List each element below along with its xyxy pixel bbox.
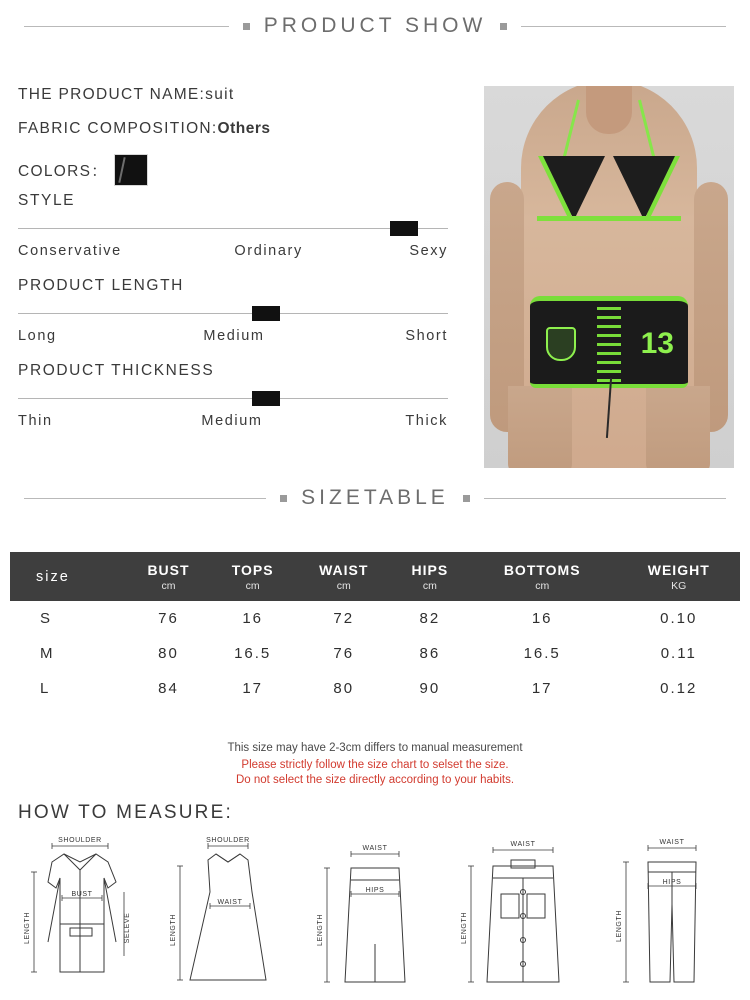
cell-m-bust: 80	[158, 645, 179, 662]
col-header-bottoms: BOTTOMS	[467, 552, 618, 579]
length-option-short: Short	[405, 328, 448, 344]
label-hips: HIPS	[662, 879, 682, 886]
figure-long-skirt	[307, 832, 443, 992]
label-sleeve: SELEVE	[124, 912, 131, 944]
thickness-scale-labels	[18, 413, 448, 429]
cell-l-waist: 80	[333, 680, 355, 697]
table-row	[10, 671, 740, 706]
length-scale-title: PRODUCT LENGTH	[18, 277, 184, 294]
figure-dress	[160, 832, 296, 992]
measure-figures	[12, 832, 738, 992]
col-header-weight: WEIGHT	[618, 552, 740, 579]
label-length: LENGTH	[24, 912, 31, 944]
length-scale-labels	[18, 328, 448, 344]
row-size-m: M	[40, 645, 54, 662]
chest-band	[537, 216, 681, 221]
size-table	[10, 552, 740, 706]
sizetable-header	[0, 486, 750, 510]
label-length: LENGTH	[169, 914, 177, 946]
cell-m-weight: 0.11	[660, 645, 697, 662]
label-waist: WAIST	[659, 839, 685, 846]
note-manual-measurement: This size may have 2-3cm differs to manual measurement	[227, 742, 523, 754]
cell-l-tops: 17	[242, 680, 264, 697]
label-waist: WAIST	[217, 899, 242, 906]
figure-shirt	[12, 832, 148, 992]
fabric-value: Others	[217, 120, 271, 137]
mannequin-neck	[586, 86, 632, 134]
thickness-option-thick: Thick	[405, 413, 448, 429]
thickness-scale	[18, 362, 458, 429]
style-scale	[18, 192, 458, 259]
fabric-label: FABRIC COMPOSITION:	[18, 120, 218, 137]
col-header-bust: BUST	[126, 552, 210, 579]
style-scale-labels	[18, 243, 448, 259]
style-option-sexy: Sexy	[409, 243, 448, 259]
mannequin-left-leg	[508, 386, 572, 468]
table-row	[10, 636, 740, 671]
product-show-header	[0, 14, 750, 38]
cell-s-bottoms: 16	[531, 610, 553, 627]
crest-badge-icon	[546, 327, 576, 361]
label-length: LENGTH	[317, 914, 324, 946]
cell-s-bust: 76	[158, 610, 179, 627]
product-show-title: PRODUCT SHOW	[263, 14, 487, 37]
label-hips: HIPS	[365, 887, 385, 894]
figure-pants	[602, 832, 738, 992]
col-header-waist: WAIST	[295, 552, 393, 579]
color-swatch-black[interactable]	[114, 154, 148, 186]
bikini-top	[543, 148, 675, 224]
table-header-row-main	[10, 552, 740, 579]
row-size-s: S	[40, 610, 52, 627]
square-bullet-left-2-icon	[280, 495, 287, 502]
thickness-option-thin: Thin	[18, 413, 53, 429]
cell-s-waist: 72	[333, 610, 355, 627]
square-bullet-right-icon	[500, 23, 507, 30]
colors-row	[18, 154, 458, 186]
size-table-head	[10, 552, 740, 601]
square-bullet-left-icon	[243, 23, 250, 30]
cell-m-hips: 86	[419, 645, 441, 662]
divider-left	[24, 26, 229, 27]
cell-l-bottoms: 17	[531, 680, 553, 697]
thickness-scale-track[interactable]	[18, 389, 448, 407]
note-follow-chart: Please strictly follow the size chart to selset the size.	[241, 759, 509, 771]
thickness-option-medium: Medium	[201, 413, 263, 429]
col-unit-waist: cm	[295, 579, 393, 601]
square-bullet-right-2-icon	[463, 495, 470, 502]
fabric-row	[18, 120, 458, 138]
cell-s-weight: 0.10	[660, 610, 698, 627]
product-name-value: suit	[205, 86, 235, 103]
cell-m-bottoms: 16.5	[523, 645, 561, 662]
divider-right	[521, 26, 726, 27]
size-notes	[0, 742, 750, 788]
length-scale-line	[18, 313, 448, 314]
spec-block	[18, 86, 458, 433]
cell-l-hips: 90	[419, 680, 441, 697]
label-bust: BUST	[71, 891, 93, 898]
cell-s-tops: 16	[242, 610, 264, 627]
length-scale-marker[interactable]	[252, 306, 280, 321]
bottom-shorts	[530, 296, 688, 388]
product-photo	[484, 86, 734, 468]
cell-m-waist: 76	[333, 645, 355, 662]
col-unit-tops: cm	[211, 579, 295, 601]
cell-m-tops: 16.5	[234, 645, 272, 662]
size-table-wrap	[10, 552, 740, 706]
length-scale	[18, 277, 458, 344]
label-shoulder: SHOULDER	[205, 837, 250, 844]
cell-l-weight: 0.12	[660, 680, 698, 697]
style-option-ordinary: Ordinary	[234, 243, 303, 259]
thickness-scale-line	[18, 398, 448, 399]
thickness-scale-marker[interactable]	[252, 391, 280, 406]
cup-right	[613, 156, 675, 220]
length-option-medium: Medium	[203, 328, 265, 344]
label-waist: WAIST	[510, 841, 535, 848]
length-scale-track[interactable]	[18, 304, 448, 322]
col-unit-weight: KG	[618, 579, 740, 601]
shorts-number: 13	[640, 327, 674, 360]
col-header-tops: TOPS	[211, 552, 295, 579]
divider-left-2	[24, 498, 266, 499]
col-unit-bottoms: cm	[467, 579, 618, 601]
style-option-conservative: Conservative	[18, 243, 122, 259]
size-table-body	[10, 601, 740, 706]
product-name-row	[18, 86, 458, 104]
style-scale-marker[interactable]	[390, 221, 418, 236]
style-scale-line	[18, 228, 448, 229]
thickness-scale-title: PRODUCT THICKNESS	[18, 362, 215, 379]
table-row	[10, 601, 740, 636]
how-to-measure-title: HOW TO MEASURE:	[18, 802, 233, 823]
style-scale-track[interactable]	[18, 219, 448, 237]
cup-left	[543, 156, 605, 220]
figure-short-skirt	[455, 832, 591, 992]
label-shoulder: SHOULDER	[58, 837, 102, 844]
colors-label: COLORS：	[18, 163, 109, 180]
length-option-long: Long	[18, 328, 57, 344]
size-column-header: size	[10, 552, 126, 601]
mannequin-right-leg	[646, 386, 710, 468]
divider-right-2	[484, 498, 726, 499]
label-length: LENGTH	[616, 910, 623, 942]
style-scale-title: STYLE	[18, 192, 76, 209]
label-waist: WAIST	[362, 845, 388, 852]
col-unit-hips: cm	[393, 579, 467, 601]
note-not-habits: Do not select the size directly according to your habits.	[235, 774, 515, 786]
col-header-hips: HIPS	[393, 552, 467, 579]
sizetable-title: SIZETABLE	[301, 486, 449, 509]
cell-l-bust: 84	[158, 680, 179, 697]
row-size-l: L	[40, 680, 50, 697]
label-length: LENGTH	[460, 912, 468, 944]
col-unit-bust: cm	[126, 579, 210, 601]
product-name-label: THE PRODUCT NAME:	[18, 86, 206, 103]
cell-s-hips: 82	[419, 610, 441, 627]
